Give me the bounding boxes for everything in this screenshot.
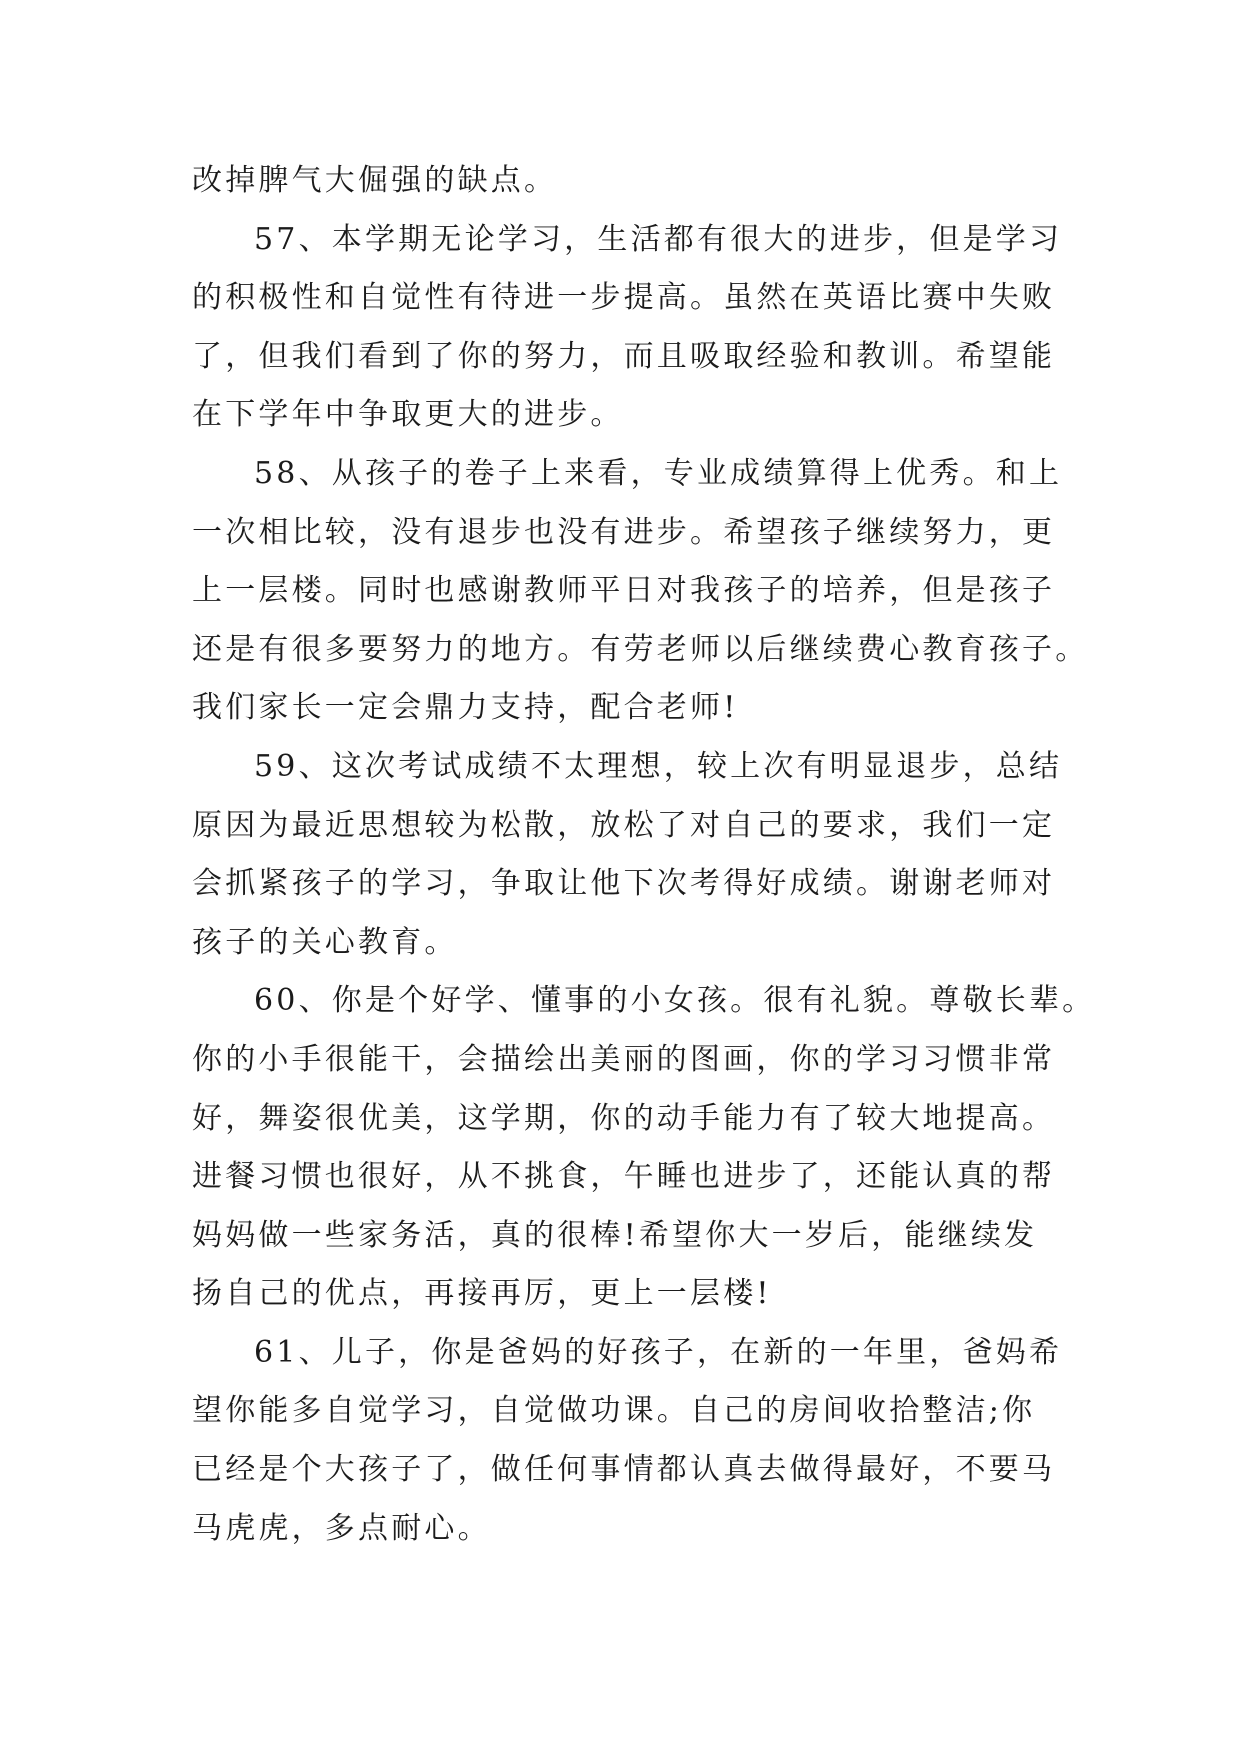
- text-line: 妈妈做一些家务活，真的很棒!希望你大一岁后，能继续发: [192, 1217, 1038, 1253]
- paragraph-60-line: 60、你是个好学、懂事的小女孩。很有礼貌。尊敬长辈。: [254, 983, 1096, 1019]
- text-line: 的积极性和自觉性有待进一步提高。虽然在英语比赛中失败: [192, 280, 1056, 316]
- text-line: 改掉脾气大倔强的缺点。: [192, 163, 558, 198]
- text-line: 马虎虎，多点耐心。: [192, 1510, 491, 1546]
- paragraph-57-line: 57、本学期无论学习，生活都有很大的进步，但是学习: [254, 221, 1063, 257]
- text-line: 进餐习惯也很好，从不挑食，午睡也进步了，还能认真的帮: [192, 1159, 1056, 1195]
- text-line: 一次相比较，没有退步也没有进步。希望孩子继续努力，更: [192, 514, 1056, 550]
- text-line: 我们家长一定会鼎力支持，配合老师!: [192, 690, 739, 726]
- text-line: 孩子的关心教育。: [192, 924, 458, 960]
- paragraph-58-line: 58、从孩子的卷子上来看，专业成绩算得上优秀。和上: [254, 455, 1063, 491]
- text-line: 在下学年中争取更大的进步。: [192, 397, 624, 433]
- text-line: 了，但我们看到了你的努力，而且吸取经验和教训。希望能: [192, 338, 1056, 374]
- document-body: [192, 152, 1096, 1558]
- text-line: 还是有很多要努力的地方。有劳老师以后继续费心教育孩子。: [192, 631, 1089, 667]
- text-line: 上一层楼。同时也感谢教师平日对我孩子的培养，但是孩子: [192, 573, 1056, 609]
- paragraph-61-line: 61、儿子，你是爸妈的好孩子，在新的一年里，爸妈希: [254, 1334, 1063, 1370]
- text-line: 你的小手很能干，会描绘出美丽的图画，你的学习习惯非常: [192, 1041, 1056, 1077]
- paragraph-59-line: 59、这次考试成绩不太理想，较上次有明显退步，总结: [254, 748, 1063, 784]
- text-line: 已经是个大孩子了，做任何事情都认真去做得最好，不要马: [192, 1452, 1056, 1488]
- text-line: 会抓紧孩子的学习，争取让他下次考得好成绩。谢谢老师对: [192, 866, 1056, 902]
- text-line: 扬自己的优点，再接再厉，更上一层楼!: [192, 1276, 772, 1312]
- text-line: 好，舞姿很优美，这学期，你的动手能力有了较大地提高。: [192, 1100, 1056, 1136]
- text-line: 原因为最近思想较为松散，放松了对自己的要求，我们一定: [192, 807, 1056, 843]
- text-line: 望你能多自觉学习，自觉做功课。自己的房间收拾整洁;你: [192, 1393, 1036, 1429]
